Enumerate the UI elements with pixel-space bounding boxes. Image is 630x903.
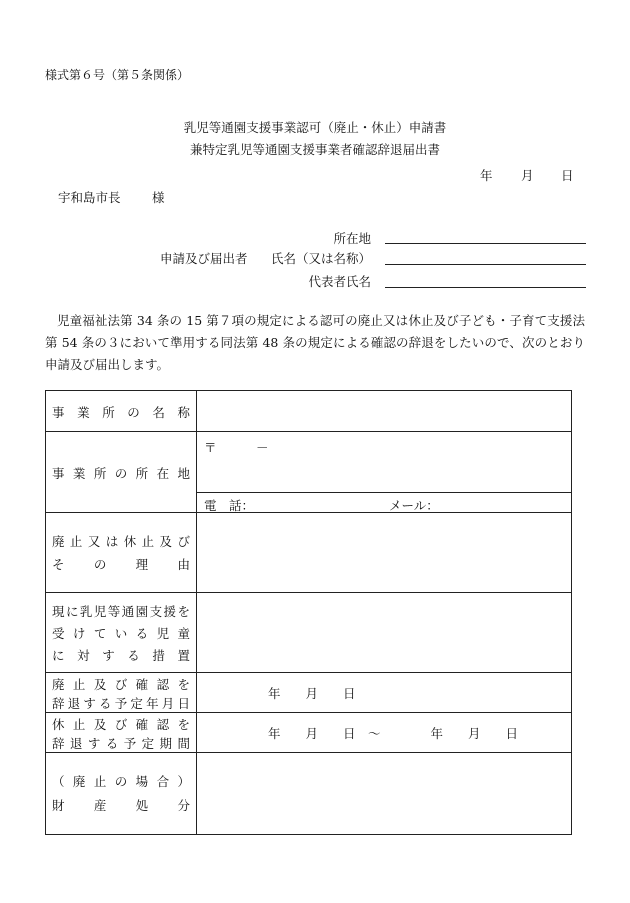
mail-label: メール： [389,498,439,513]
office-name-field[interactable] [198,392,570,430]
representative-name-label: 代表者氏名 [308,274,371,289]
applicant-name-field[interactable] [385,264,586,265]
office-name-label: 事 業 所 の 名 称 [52,405,190,420]
column-divider [196,391,197,834]
abolish-date-label-line1: 廃 止 及 び 確 認 を [52,677,190,692]
applicant-role-label: 申請及び届出者 [160,251,248,266]
applicant-address-field[interactable] [385,243,586,244]
abolish-date-label-line2: 辞退する予定年月日 [52,696,190,711]
reason-label-line1: 廃止又は休止及び [52,534,190,549]
suspend-period-label-line2: 辞退する予定期間 [52,736,190,751]
measures-field[interactable] [198,593,570,671]
body-paragraph: 児童福祉法第 34 条の 15 第７項の規定による認可の廃止又は休止及び子ども・子育て支援法第 54 条の３において準用する同法第 48 条の規定による確認の辞退をしたいので、次のとおり申請及び届出します。 [45,313,585,372]
property-label-line1: （ 廃 止 の 場 合 ） [52,774,190,789]
form-number: 様式第６号（第５条関係） [45,68,190,82]
row-divider [196,492,571,493]
suspend-period-field[interactable]: 年 月 日 ～ 年 月 日 [268,726,519,741]
date-day-label: 日 [561,168,574,183]
postal-dash: － [256,440,269,455]
addressee-suffix: 様 [152,190,165,205]
measures-label-line3: に 対 す る 措 置 [52,648,190,663]
suspend-period-label-line1: 休 止 及 び 確 認 を [52,717,190,732]
property-label-line2: 財 産 処 分 [52,798,190,813]
reason-label-line2: そ の 理 由 [52,557,190,572]
measures-label-line2: 受 け て い る 児 童 [52,626,190,641]
application-table [45,390,572,835]
row-divider [46,672,571,673]
addressee-name: 宇和島市長 [58,190,121,205]
row-divider [46,431,571,432]
date-year-label: 年 [480,168,493,183]
representative-name-field[interactable] [385,287,586,288]
abolish-date-field[interactable]: 年 月 日 [268,686,356,701]
measures-label-line1: 現に乳児等通園支援を [52,604,190,619]
document-title: 乳児等通園支援事業認可（廃止・休止）申請書 [183,120,447,135]
row-divider [46,712,571,713]
reason-field[interactable] [198,513,570,591]
document-subtitle: 兼特定乳児等通園支援事業者確認辞退届出書 [189,142,440,157]
office-address-label: 事 業 所 の 所 在 地 [52,466,190,481]
property-disposal-field[interactable] [198,753,570,833]
postal-mark: 〒 [204,440,217,455]
date-month-label: 月 [521,168,534,183]
phone-label: 電 話： [204,498,255,513]
applicant-name-label: 氏名（又は名称） [270,251,371,266]
applicant-address-label: 所在地 [333,231,371,246]
